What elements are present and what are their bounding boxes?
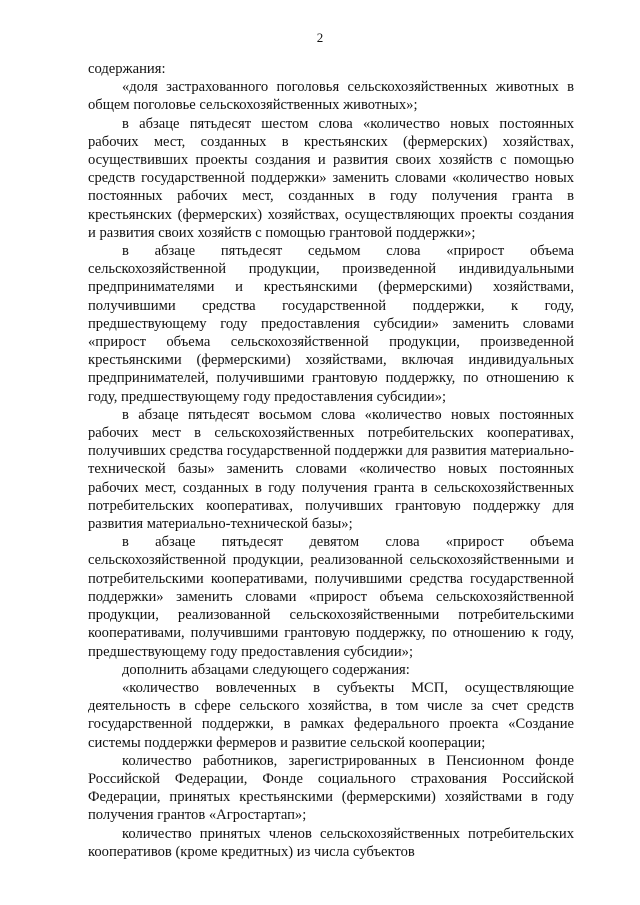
paragraph-6: в абзаце пятьдесят девятом слова «прирост объема сельскохозяйственной продукции, реализованной сельскохозяйственными и потребительскими кооперативами, получившими средства государственной поддержки» заменить словами «прирост объема сельскохозяйственной продукции, реализованной сельскохозяйственными потребительскими кооперативами, получившими грантовую поддержку, по отношению к году, предшествующему году предоставления субсидии»; xyxy=(88,534,574,660)
document-body xyxy=(88,60,574,861)
paragraph-10: количество принятых членов сельскохозяйственных потребительских кооперативов (кроме кредитных) из числа субъектов xyxy=(88,825,574,860)
paragraph-5: в абзаце пятьдесят восьмом слова «количество новых постоянных рабочих мест в сельскохозяйственных потребительских кооперативах, получивших средства государственной поддержки для развития материально-технической базы» заменить словами «количество новых постоянных рабочих мест, созданных в году получения гранта в сельскохозяйственных потребительских кооперативах, получивших грантовую поддержку для развития материально-технической базы»; xyxy=(88,406,574,533)
paragraph-7: дополнить абзацами следующего содержания: xyxy=(122,661,410,678)
paragraph-3: в абзаце пятьдесят шестом слова «количество новых постоянных рабочих мест, созданных в крестьянских (фермерских) хозяйствах, осуществивших проекты создания и развития своих хозяйств с помощью средств государственной поддержки» заменить словами «количество новых постоянных рабочих мест, созданных в году получения гранта в крестьянских (фермерских) хозяйствах, осуществляющих проекты создания и развития своих хозяйств с помощью грантовой поддержки»; xyxy=(88,115,574,241)
paragraph-8: «количество вовлеченных в субъекты МСП, осуществляющие деятельность в сфере сельского хозяйства, в том числе за счет средств государственной поддержки, в рамках федерального проекта «Создание системы поддержки фермеров и развитие сельской кооперации; xyxy=(88,679,574,751)
page-number: 2 xyxy=(316,30,324,45)
paragraph-2: «доля застрахованного поголовья сельскохозяйственных животных в общем поголовье сельскохозяйственных животных»; xyxy=(88,79,574,114)
paragraph-9: количество работников, зарегистрированных в Пенсионном фонде Российской Федерации, Фонде социального страхования Российской Федерации, принятых крестьянскими (фермерскими) хозяйствами в году получения грантов «Агростартап»; xyxy=(88,752,574,824)
paragraph-1: содержания: xyxy=(88,61,166,77)
paragraph-4: в абзаце пятьдесят седьмом слова «прирост объема сельскохозяйственной продукции, произведенной индивидуальными предпринимателями и крестьянскими (фермерскими) хозяйствами, получившими средства государственной поддержки, к году, предшествующему году предоставления субсидии» заменить словами «прирост объема сельскохозяйственной продукции, произведенной крестьянскими (фермерскими) хозяйствами, включая индивидуальных предпринимателей, получившими грантовую поддержку, по отношению к году, предшествующему году предоставления субсидии»; xyxy=(88,243,574,405)
